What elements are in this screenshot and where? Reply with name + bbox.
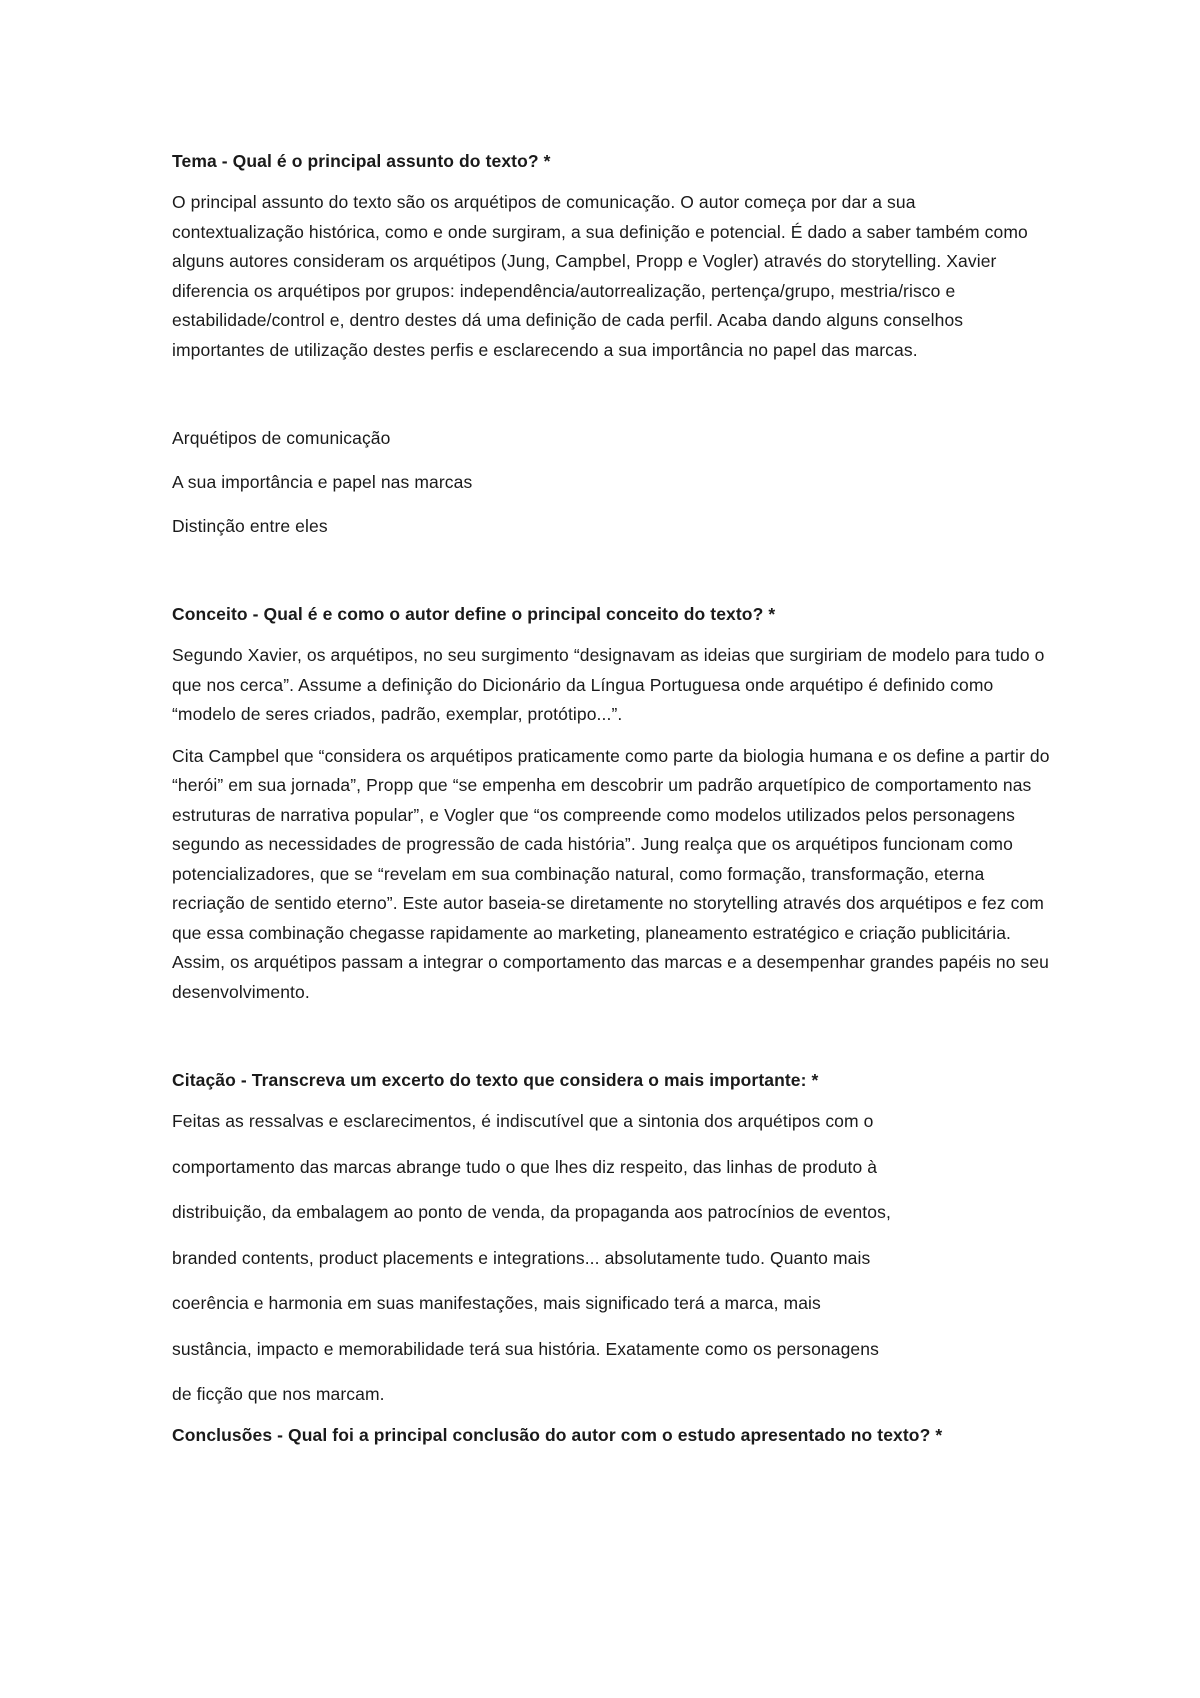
- tema-topic-1: Arquétipos de comunicação: [172, 428, 391, 448]
- citacao-line-4: branded contents, product placements e integrations... absolutamente tudo. Quanto mais: [172, 1247, 871, 1268]
- conclusoes-heading: Conclusões - Qual foi a principal conclusão do autor com o estudo apresentado no texto? *: [172, 1424, 943, 1445]
- tema-topic-2: A sua importância e papel nas marcas: [172, 472, 473, 492]
- citacao-line-6: sustância, impacto e memorabilidade terá sua história. Exatamente como os personagens: [172, 1338, 879, 1359]
- citacao-excerpt: [172, 1099, 1052, 1418]
- tema-paragraph: O principal assunto do texto são os arquétipos de comunicação. O autor começa por dar a sua contextualização histórica, como e onde surgiram, a sua definição e potencial. É dado a saber também como alguns autores consideram os arquétipos (Jung, Campbel, Propp e Vogler) através do storytelling. Xavier diferencia os arquétipos por grupos: independência/autorrealização, pertença/grupo, mestria/risco e estabilidade/control e, dentro destes dá uma definição de cada perfil. Acaba dando alguns conselhos importantes de utilização destes perfis e esclarecendo a sua importância no papel das marcas.: [172, 192, 1028, 360]
- citacao-line-7: de ficção que nos marcam.: [172, 1384, 385, 1404]
- tema-heading: Tema - Qual é o principal assunto do texto? *: [172, 151, 551, 171]
- conceito-heading: Conceito - Qual é e como o autor define o principal conceito do texto? *: [172, 604, 776, 624]
- document-page: [172, 146, 1052, 1450]
- citacao-line-1: Feitas as ressalvas e esclarecimentos, é indiscutível que a sintonia dos arquétipos com o: [172, 1111, 874, 1131]
- citacao-line-3: distribuição, da embalagem ao ponto de venda, da propaganda aos patrocínios de eventos,: [172, 1202, 891, 1222]
- tema-topic-3: Distinção entre eles: [172, 516, 328, 536]
- conceito-paragraph-2: Cita Campbel que “considera os arquétipos praticamente como parte da biologia humana e os define a partir do “herói” em sua jornada”, Propp que “se empenha em descobrir um padrão arquetípico de comportamento nas estruturas de narrativa popular”, e Vogler que “os compreende como modelos utilizados pelos personagens segundo as necessidades de progressão de cada história”. Jung realça que os arquétipos funcionam como potencializadores, que se “revelam em sua combinação natural, como formação, transformação, eterna recriação de sentido eterno”. Este autor baseia-se diretamente no storytelling através dos arquétipos e fez com que essa combinação chegasse rapidamente ao marketing, planeamento estratégico e criação publicitária. Assim, os arquétipos passam a integrar o comportamento das marcas e a desempenhar grandes papéis no seu desenvolvimento.: [172, 745, 1050, 1002]
- citacao-line-5: coerência e harmonia em suas manifestações, mais significado terá a marca, mais: [172, 1293, 821, 1313]
- conceito-paragraph-1: Segundo Xavier, os arquétipos, no seu surgimento “designavam as ideias que surgiriam de modelo para tudo o que nos cerca”. Assume a definição do Dicionário da Língua Portuguesa onde arquétipo é definido como “modelo de seres criados, padrão, exemplar, protótipo...”.: [172, 645, 1045, 724]
- citacao-line-2: comportamento das marcas abrange tudo o que lhes diz respeito, das linhas de produto à: [172, 1156, 878, 1177]
- citacao-heading: Citação - Transcreva um excerto do texto que considera o mais importante: *: [172, 1070, 819, 1090]
